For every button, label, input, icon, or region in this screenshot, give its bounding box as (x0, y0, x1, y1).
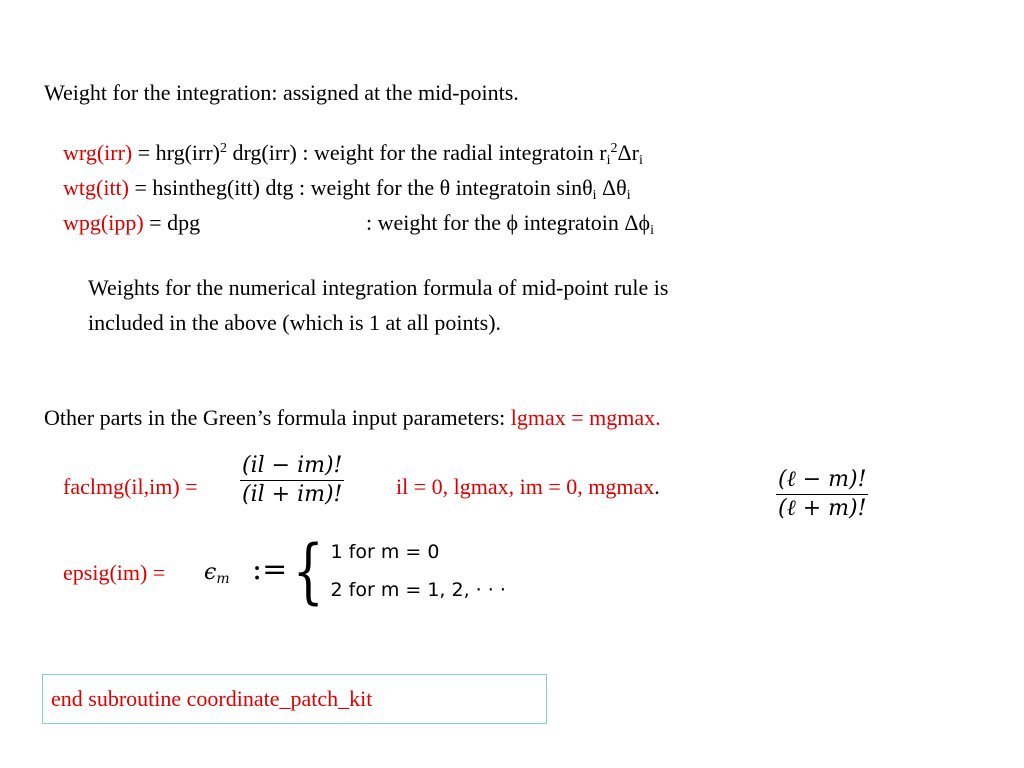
weight-line-theta (63, 175, 631, 201)
epsig-label: epsig(im) = (63, 560, 166, 585)
end-subroutine-box (42, 674, 547, 724)
wrg-sub1: i (606, 153, 611, 168)
faclmg-alt-numerator: (ℓ − m)! (778, 467, 867, 492)
faclmg-dot: . (654, 474, 660, 499)
wpg-sub: i (650, 223, 655, 238)
wrg-name: wrg(irr) (63, 140, 133, 165)
wpg-colon: : weight for the ϕ integratoin Δϕ (366, 210, 651, 235)
wrg-rest: drg(irr) : weight for the radial integratoin r (227, 140, 607, 165)
faclmg-alt-denominator: (ℓ + m)! (778, 496, 867, 521)
note-line-1: Weights for the numerical integration formula of mid-point rule is (88, 275, 669, 300)
weight-line-phi-desc (366, 210, 654, 236)
case-2: 2 for m = 1, 2, · · · (330, 579, 506, 601)
other-prefix: Other parts in the Green’s formula input parameters: (44, 405, 511, 430)
epsilon-sub: m (216, 571, 230, 587)
wtg-mid: Δθ (596, 175, 627, 200)
other-parts-line (44, 405, 661, 431)
faclmg-numerator: (il − im)! (242, 453, 343, 478)
wrg-rhs: = hrg(irr) (132, 140, 220, 165)
left-brace-icon: { (292, 530, 324, 612)
faclmg-ranges (396, 474, 660, 500)
faclmg-fraction (240, 452, 344, 509)
wrg-sup2: 2 (610, 141, 618, 156)
note-line-2: included in the above (which is 1 at all points). (88, 310, 502, 335)
wtg-rhs: = hsintheg(itt) dtg : weight for the θ integratoin sinθ (129, 175, 593, 200)
epsilon-symbol (204, 560, 230, 585)
wpg-name: wpg(ipp) (63, 210, 144, 235)
assign-symbol: := (252, 552, 288, 587)
wrg-mid: Δr (617, 140, 639, 165)
end-subroutine-text: end subroutine coordinate_patch_kit (51, 686, 373, 711)
weight-line-radial (63, 140, 643, 166)
wpg-rhs: = dpg (143, 210, 201, 235)
other-red: lgmax = mgmax (510, 405, 656, 430)
epsilon-glyph: ϵ (204, 560, 217, 585)
weight-line-phi (63, 210, 200, 236)
faclmg-denominator: (il + im)! (242, 482, 343, 507)
intro-line: Weight for the integration: assigned at the mid-points. (44, 80, 519, 105)
other-dot: . (655, 405, 661, 430)
wtg-sub2: i (626, 188, 631, 203)
wrg-sub2: i (638, 153, 643, 168)
faclmg-ranges-text: il = 0, lgmax, im = 0, mgmax (396, 474, 655, 499)
case-1: 1 for m = 0 (330, 541, 440, 563)
cases-block (286, 530, 506, 612)
faclmg-alt-fraction (776, 466, 868, 523)
wtg-name: wtg(itt) (63, 175, 129, 200)
wtg-sub1: i (592, 188, 597, 203)
wrg-sup: 2 (220, 141, 227, 156)
faclmg-label: faclmg(il,im) = (63, 474, 198, 499)
